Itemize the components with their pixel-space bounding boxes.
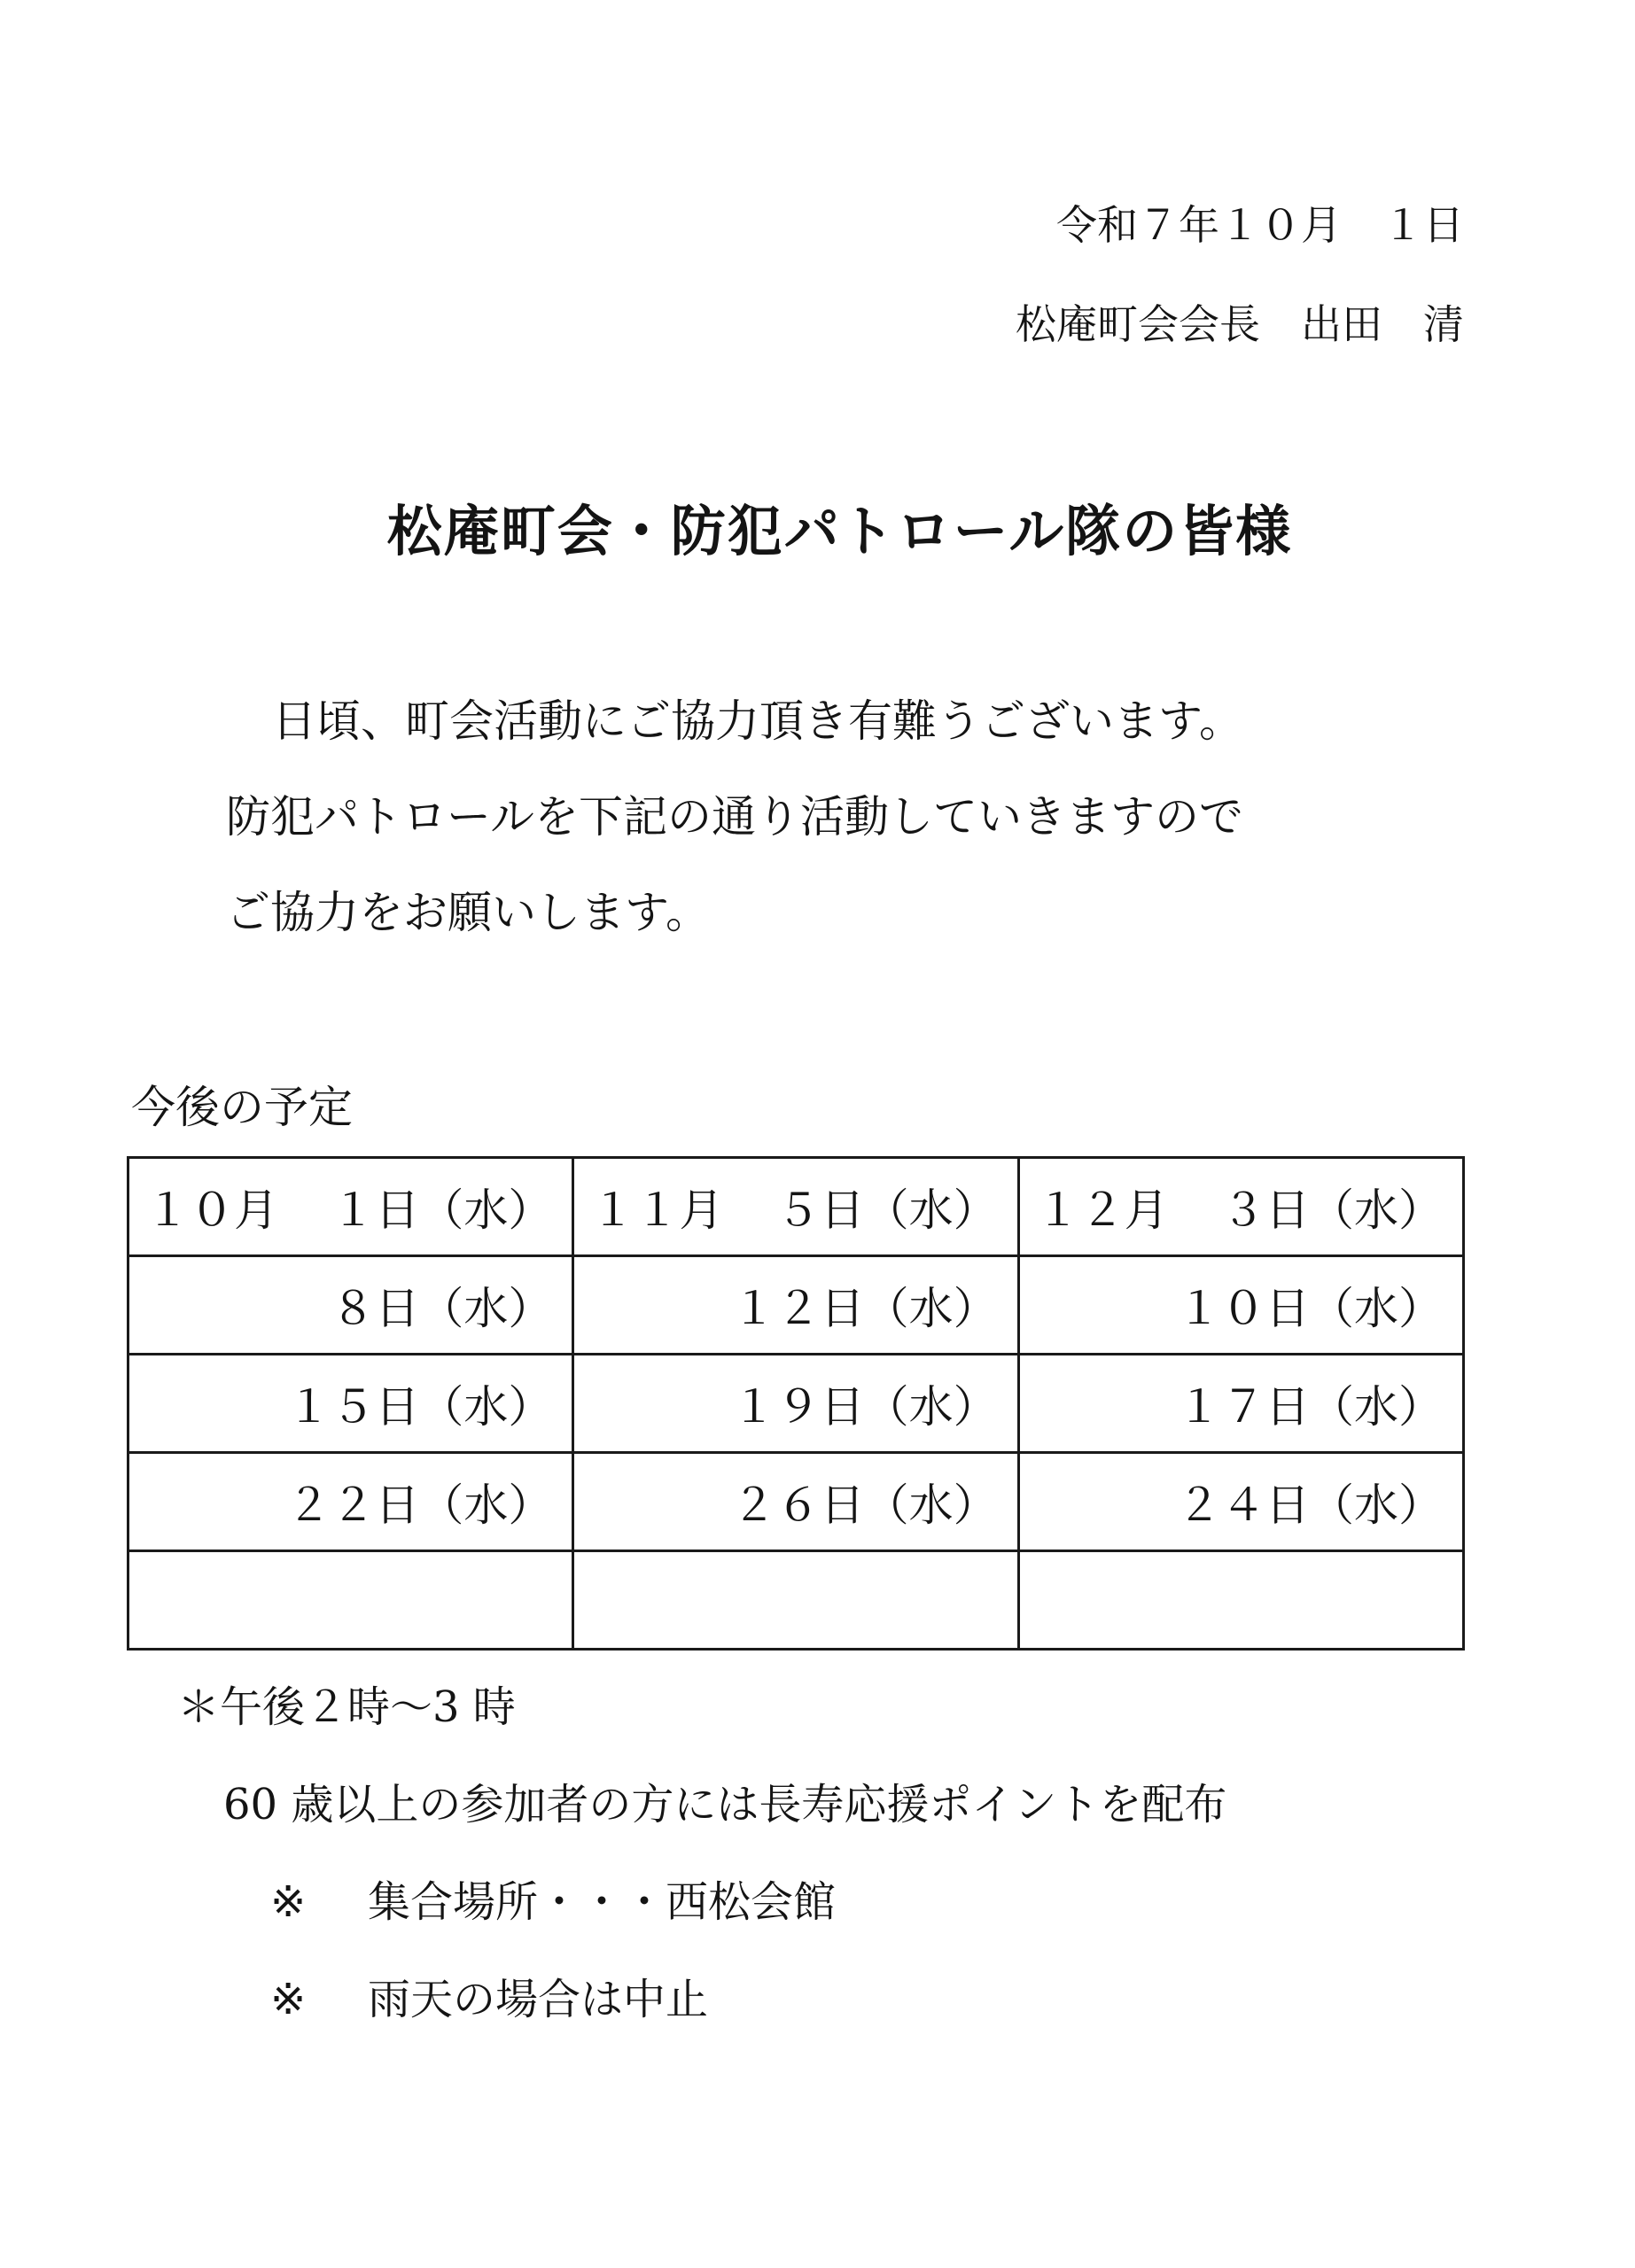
note-meeting-text: 集合場所・・・西松会館 — [368, 1877, 837, 1927]
schedule-day: ８日（水） — [331, 1283, 553, 1334]
schedule-month: １１月 — [590, 1184, 724, 1236]
schedule-day: １０日（水） — [1177, 1283, 1443, 1334]
schedule-cell — [128, 1355, 573, 1453]
schedule-cell — [128, 1453, 573, 1551]
reference-mark: ※ — [270, 1975, 307, 2024]
schedule-cell — [1018, 1355, 1463, 1453]
schedule-cell — [573, 1158, 1018, 1256]
schedule-day: ２４日（水） — [1177, 1480, 1443, 1531]
schedule-cell — [1018, 1158, 1463, 1256]
document-date: 令和７年１０月 １日 — [1056, 201, 1464, 249]
greeting-line-1: 日頃、町会活動にご協力頂き有難うございます。 — [272, 695, 1243, 747]
schedule-month: １０月 — [145, 1184, 278, 1236]
schedule-day: ２６日（水） — [731, 1480, 998, 1531]
schedule-cell — [573, 1355, 1018, 1453]
schedule-day: １日（水） — [331, 1184, 553, 1236]
note-time: ＊午後２時～3 時 — [177, 1682, 516, 1732]
note-rain-text: 雨天の場合は中止 — [368, 1975, 709, 2024]
schedule-month: １２月 — [1035, 1184, 1169, 1236]
schedule-cell — [128, 1551, 573, 1650]
document-title: 松庵町会・防犯パトロール隊の皆様 — [386, 499, 1293, 563]
table-row — [128, 1158, 1464, 1256]
table-row — [128, 1355, 1464, 1453]
schedule-day: １９日（水） — [731, 1381, 998, 1433]
schedule-cell — [128, 1158, 573, 1256]
schedule-cell — [1018, 1256, 1463, 1355]
greeting-line-2: 防犯パトロールを下記の通り活動していきますので — [226, 791, 1243, 843]
schedule-day: １２日（水） — [731, 1283, 998, 1334]
schedule-day: ２２日（水） — [286, 1480, 553, 1531]
document-author: 松庵町会会長 出田 清 — [1016, 300, 1464, 348]
note-rain — [270, 1965, 708, 2026]
table-row — [128, 1551, 1464, 1650]
reference-mark: ※ — [270, 1877, 307, 1927]
schedule-table — [127, 1156, 1465, 1651]
schedule-cell — [573, 1256, 1018, 1355]
schedule-cell — [1018, 1551, 1463, 1650]
schedule-cell — [128, 1256, 573, 1355]
schedule-day: ５日（水） — [775, 1184, 998, 1236]
table-row — [128, 1453, 1464, 1551]
note-points: 60 歳以上の参加者の方には長寿応援ポイントを配布 — [223, 1780, 1227, 1829]
schedule-cell — [573, 1453, 1018, 1551]
greeting-line-3: ご協力をお願いします。 — [226, 887, 710, 938]
schedule-heading: 今後の予定 — [131, 1082, 353, 1133]
schedule-day: １５日（水） — [286, 1381, 553, 1433]
schedule-day: ３日（水） — [1221, 1184, 1443, 1236]
schedule-cell — [1018, 1453, 1463, 1551]
schedule-day: １７日（水） — [1177, 1381, 1443, 1433]
note-meeting-place — [270, 1868, 836, 1929]
schedule-cell — [573, 1551, 1018, 1650]
table-row — [128, 1256, 1464, 1355]
